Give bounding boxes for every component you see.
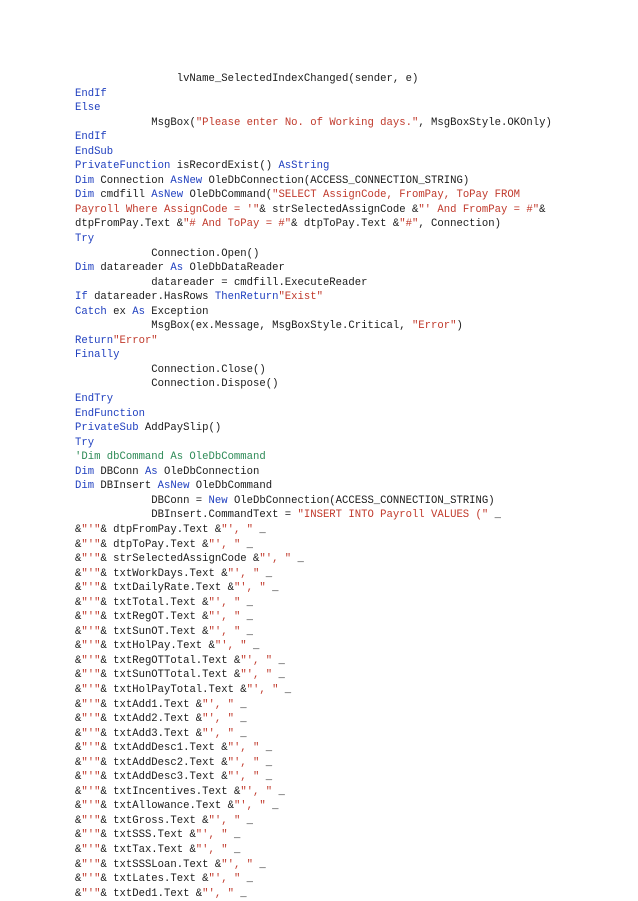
code-text: datareader = cmdfill.ExecuteReader xyxy=(151,276,368,289)
code-string: "'" xyxy=(81,727,101,740)
code-keyword: EndIf xyxy=(75,87,107,100)
code-keyword: Finally xyxy=(75,349,120,362)
code-string: "'" xyxy=(81,596,101,609)
code-line xyxy=(75,770,552,785)
code-line xyxy=(75,785,552,800)
code-text: & xyxy=(75,843,82,856)
code-text: _ xyxy=(265,582,279,595)
code-string: "'" xyxy=(81,523,101,536)
code-text: & txtRegOT.Text & xyxy=(100,611,209,624)
code-text: & txtAddDesc2.Text & xyxy=(100,756,228,769)
code-text: & xyxy=(75,887,82,900)
code-text: & xyxy=(75,858,82,871)
code-keyword: Dim xyxy=(75,174,95,187)
code-string: "'" xyxy=(81,843,101,856)
code-text: _ xyxy=(265,800,279,813)
code-string: "', " xyxy=(221,858,254,871)
code-text: & xyxy=(539,203,546,216)
code-line xyxy=(75,654,552,669)
code-string: "', " xyxy=(202,727,234,740)
code-text: & txtAdd3.Text & xyxy=(100,727,203,740)
code-line xyxy=(75,319,552,334)
code-line xyxy=(75,552,552,567)
code-keyword: As xyxy=(132,305,145,318)
code-text: & txtDailyRate.Text & xyxy=(100,582,234,595)
code-text: & xyxy=(75,771,82,784)
code-text: Connection.Close() xyxy=(151,363,266,376)
code-line xyxy=(75,203,552,218)
code-text: DBInsert xyxy=(94,480,158,493)
code-string: "'" xyxy=(81,800,101,813)
code-line xyxy=(75,450,552,465)
code-string: "INSERT INTO Payroll VALUES (" xyxy=(297,509,489,522)
code-text: & txtSunOTTotal.Text & xyxy=(100,669,241,682)
code-text: MsgBox( xyxy=(151,116,196,129)
code-line xyxy=(75,436,552,451)
code-string: "SELECT AssignCode, FromPay, ToPay FROM xyxy=(272,189,521,202)
code-text: datareader.HasRows xyxy=(87,291,215,304)
code-keyword: Dim xyxy=(75,480,95,493)
code-string: "', " xyxy=(214,640,247,653)
code-string: "'" xyxy=(81,669,101,682)
code-text: & strSelectedAssignCode & xyxy=(100,553,260,566)
code-text: , Connection) xyxy=(418,218,501,231)
code-text: OleDbConnection xyxy=(157,465,260,478)
code-text: & txtAllowance.Text & xyxy=(100,800,234,813)
code-line xyxy=(75,465,552,480)
code-text: & txtAdd2.Text & xyxy=(100,713,203,726)
code-string: "Error" xyxy=(411,320,457,333)
code-keyword: EndIf xyxy=(75,131,107,144)
code-string: "', " xyxy=(240,785,273,798)
code-keyword: Try xyxy=(75,436,95,449)
code-indent xyxy=(75,320,151,332)
code-text: OleDbConnection(ACCESS_CONNECTION_STRING) xyxy=(202,174,470,187)
code-text: & xyxy=(75,727,82,740)
code-string: "', " xyxy=(202,887,234,900)
code-text: ) xyxy=(456,320,463,333)
code-keyword: If xyxy=(75,291,88,304)
code-line xyxy=(75,639,552,654)
code-text: Exception xyxy=(144,305,209,318)
code-text: & strSelectedAssignCode & xyxy=(259,203,419,216)
code-line xyxy=(75,858,552,873)
code-keyword: EndFunction xyxy=(75,407,145,420)
code-text: _ xyxy=(291,553,304,566)
code-indent xyxy=(75,495,151,507)
code-text: & txtAddDesc3.Text & xyxy=(100,771,228,784)
code-text: & xyxy=(75,523,82,536)
code-string: "'" xyxy=(81,611,101,624)
code-text: & txtSSS.Text & xyxy=(100,829,196,842)
code-keyword: As xyxy=(170,262,184,275)
code-keyword: As xyxy=(144,465,158,478)
code-string: "'" xyxy=(81,698,101,711)
code-text: MsgBox(ex.Message, MsgBoxStyle.Critical, xyxy=(151,320,412,333)
code-string: "', " xyxy=(240,669,273,682)
code-text: DBConn xyxy=(94,465,145,478)
code-text: & dtpFromPay.Text & xyxy=(100,523,222,536)
code-string: "' And FromPay = #" xyxy=(418,203,540,216)
code-text: & txtTax.Text & xyxy=(100,843,196,856)
code-text: & xyxy=(75,713,82,726)
code-string: "', " xyxy=(195,843,228,856)
code-text: & txtHolPayTotal.Text & xyxy=(100,683,247,696)
code-text: ex xyxy=(106,305,133,318)
code-line xyxy=(75,494,552,509)
code-line xyxy=(75,799,552,814)
code-text: & xyxy=(75,683,82,696)
code-text: DBConn = xyxy=(151,494,209,507)
code-keyword: PrivateFunction xyxy=(75,160,171,173)
code-text: _ xyxy=(272,654,285,667)
code-line xyxy=(75,523,552,538)
code-line xyxy=(75,479,552,494)
code-text: _ xyxy=(233,698,247,711)
code-keyword: Dim xyxy=(75,189,95,202)
code-indent xyxy=(75,364,151,376)
code-text: & txtAdd1.Text & xyxy=(100,698,203,711)
code-string: "', " xyxy=(233,800,266,813)
code-line xyxy=(75,843,552,858)
code-text: _ xyxy=(246,640,260,653)
code-line xyxy=(75,232,552,247)
code-string: "'" xyxy=(81,713,101,726)
code-text: & txtAddDesc1.Text & xyxy=(100,742,228,755)
code-keyword: AsNew xyxy=(157,480,190,493)
code-text: Connection.Dispose() xyxy=(151,378,279,391)
code-text: & xyxy=(75,756,82,769)
code-text: _ xyxy=(259,756,273,769)
code-string: "Exist" xyxy=(278,291,323,304)
code-string: "'" xyxy=(81,742,101,755)
code-text: , MsgBoxStyle.OKOnly) xyxy=(418,116,552,129)
code-line xyxy=(75,392,552,407)
code-keyword: New xyxy=(208,494,228,507)
code-keyword: Return xyxy=(75,334,114,347)
code-line xyxy=(75,712,552,727)
code-line xyxy=(75,334,552,349)
code-string: "', " xyxy=(208,814,241,827)
code-text: _ xyxy=(227,829,241,842)
code-text: OleDbCommand xyxy=(189,480,273,493)
code-string: "'" xyxy=(81,553,101,566)
code-text: OleDbCommand( xyxy=(183,189,273,202)
code-indent xyxy=(75,378,151,390)
code-line xyxy=(75,508,552,523)
code-text: & txtHolPay.Text & xyxy=(100,640,215,653)
code-line xyxy=(75,538,552,553)
code-text: & txtIncentives.Text & xyxy=(100,785,241,798)
code-comment: 'Dim dbCommand As OleDbCommand xyxy=(75,451,266,464)
code-line xyxy=(75,581,552,596)
code-text: & txtGross.Text & xyxy=(100,814,209,827)
code-text: & xyxy=(75,814,82,827)
code-text: _ xyxy=(240,625,254,638)
code-line xyxy=(75,741,552,756)
code-text: & xyxy=(75,785,82,798)
code-text: cmdfill xyxy=(94,189,152,202)
code-text: DBInsert.CommandText = xyxy=(151,509,298,522)
code-keyword: Catch xyxy=(75,305,107,318)
code-string: "', " xyxy=(208,596,241,609)
code-text: lvName_SelectedIndexChanged(sender, e) xyxy=(176,73,419,85)
code-keyword: AsNew xyxy=(151,189,184,202)
code-string: "'" xyxy=(81,654,101,667)
code-text: _ xyxy=(240,814,254,827)
code-keyword: PrivateSub xyxy=(75,422,139,435)
code-text: & txtLates.Text & xyxy=(100,873,209,886)
code-string: "'" xyxy=(81,625,101,638)
code-text: _ xyxy=(233,727,247,740)
code-line xyxy=(75,610,552,625)
code-line xyxy=(75,261,552,276)
code-string: "', " xyxy=(208,538,241,551)
code-string: "'" xyxy=(81,858,101,871)
code-line xyxy=(75,130,552,145)
code-text: & dtpToPay.Text & xyxy=(291,218,400,231)
code-text: _ xyxy=(240,611,254,624)
code-keyword: Dim xyxy=(75,262,95,275)
code-text: Connection xyxy=(94,174,171,187)
code-text: & dtpToPay.Text & xyxy=(100,538,209,551)
code-text: datareader xyxy=(94,262,171,275)
code-line xyxy=(75,87,552,102)
code-string: "'" xyxy=(81,887,101,900)
code-line xyxy=(75,814,552,829)
code-line xyxy=(75,596,552,611)
code-line xyxy=(75,377,552,392)
code-line xyxy=(75,668,552,683)
code-indent xyxy=(75,277,151,289)
code-line xyxy=(75,305,552,320)
code-line xyxy=(75,887,552,901)
code-string: "'" xyxy=(81,771,101,784)
code-text: _ xyxy=(233,887,247,900)
code-keyword: Else xyxy=(75,102,101,115)
code-line xyxy=(75,348,552,363)
code-string: "#" xyxy=(399,218,419,231)
code-string: "', " xyxy=(208,625,241,638)
code-text: OleDbDataReader xyxy=(183,262,285,275)
code-line xyxy=(75,72,552,87)
code-string: Payroll Where AssignCode = '" xyxy=(75,203,260,216)
code-keyword: Dim xyxy=(75,465,95,478)
code-keyword: AsString xyxy=(278,160,330,173)
code-string: "Error" xyxy=(113,334,158,347)
code-string: "', " xyxy=(195,829,228,842)
code-string: "Please enter No. of Working days." xyxy=(195,116,419,129)
code-text: & xyxy=(75,654,82,667)
code-line xyxy=(75,683,552,698)
code-string: "'" xyxy=(81,582,101,595)
code-text: _ xyxy=(272,669,285,682)
code-line xyxy=(75,116,552,131)
code-text: _ xyxy=(259,742,273,755)
code-text: & xyxy=(75,800,82,813)
code-line xyxy=(75,145,552,160)
code-string: "'" xyxy=(81,814,101,827)
code-string: "', " xyxy=(227,771,260,784)
code-line xyxy=(75,174,552,189)
code-line xyxy=(75,101,552,116)
code-text: & txtSSSLoan.Text & xyxy=(100,858,222,871)
code-string: "', " xyxy=(227,742,260,755)
code-text: & xyxy=(75,553,82,566)
code-line xyxy=(75,407,552,422)
code-keyword: ThenReturn xyxy=(214,291,279,304)
code-text: _ xyxy=(272,785,285,798)
code-string: "'" xyxy=(81,829,101,842)
code-string: "', " xyxy=(208,611,241,624)
code-text: _ xyxy=(233,713,247,726)
code-string: "', " xyxy=(221,523,254,536)
code-text: & xyxy=(75,698,82,711)
code-line xyxy=(75,159,552,174)
code-text: & xyxy=(75,611,82,624)
code-line xyxy=(75,828,552,843)
code-text: & xyxy=(75,538,82,551)
code-text: isRecordExist() xyxy=(170,160,279,173)
code-string: "', " xyxy=(227,756,260,769)
code-text: & xyxy=(75,640,82,653)
code-line xyxy=(75,698,552,713)
code-text: _ xyxy=(259,567,273,580)
code-string: "'" xyxy=(81,567,101,580)
code-string: "'" xyxy=(81,538,101,551)
code-text: _ xyxy=(488,509,501,522)
code-line xyxy=(75,290,552,305)
code-keyword: Try xyxy=(75,233,95,246)
code-text: & xyxy=(75,669,82,682)
code-text: & txtDed1.Text & xyxy=(100,887,203,900)
code-listing xyxy=(75,72,552,901)
code-text: OleDbConnection(ACCESS_CONNECTION_STRING) xyxy=(227,494,495,507)
code-string: "'" xyxy=(81,756,101,769)
code-text: _ xyxy=(259,771,273,784)
code-string: "', " xyxy=(246,683,279,696)
code-line xyxy=(75,276,552,291)
code-string: "# And ToPay = #" xyxy=(183,218,292,231)
code-text: & txtSunOT.Text & xyxy=(100,625,209,638)
code-keyword: EndSub xyxy=(75,145,114,158)
code-line xyxy=(75,247,552,262)
code-line xyxy=(75,872,552,887)
code-text: _ xyxy=(253,523,266,536)
code-indent xyxy=(75,248,151,260)
code-text: & xyxy=(75,596,82,609)
code-string: "', " xyxy=(208,873,241,886)
code-text: Connection.Open() xyxy=(151,247,260,260)
code-string: "', " xyxy=(227,567,260,580)
code-text: & xyxy=(75,742,82,755)
code-string: "', " xyxy=(259,553,292,566)
code-text: & xyxy=(75,829,82,842)
code-string: "'" xyxy=(81,785,101,798)
code-string: "'" xyxy=(81,640,101,653)
code-string: "', " xyxy=(202,713,234,726)
code-string: "'" xyxy=(81,873,101,886)
code-line xyxy=(75,217,552,232)
code-text: dtpFromPay.Text & xyxy=(75,218,184,231)
code-line xyxy=(75,567,552,582)
code-line xyxy=(75,625,552,640)
code-text: _ xyxy=(240,596,254,609)
code-indent xyxy=(75,73,177,85)
code-indent xyxy=(75,117,151,129)
code-text: _ xyxy=(227,843,241,856)
code-text: _ xyxy=(240,873,254,886)
code-line xyxy=(75,363,552,378)
code-text: & txtTotal.Text & xyxy=(100,596,209,609)
code-text: & xyxy=(75,582,82,595)
code-text: & xyxy=(75,873,82,886)
code-text: _ xyxy=(253,858,266,871)
code-indent xyxy=(75,509,151,521)
code-line xyxy=(75,421,552,436)
code-text: _ xyxy=(278,683,292,696)
code-keyword: EndTry xyxy=(75,393,114,406)
code-string: "', " xyxy=(202,698,234,711)
code-text: & txtWorkDays.Text & xyxy=(100,567,228,580)
code-text: & xyxy=(75,567,82,580)
code-text: & xyxy=(75,625,82,638)
code-line xyxy=(75,188,552,203)
code-line xyxy=(75,727,552,742)
code-string: "', " xyxy=(233,582,266,595)
code-text: _ xyxy=(240,538,254,551)
code-text: & txtRegOTTotal.Text & xyxy=(100,654,241,667)
code-string: "', " xyxy=(240,654,273,667)
code-text: AddPaySlip() xyxy=(138,422,222,435)
code-line xyxy=(75,756,552,771)
code-string: "'" xyxy=(81,683,101,696)
code-keyword: AsNew xyxy=(170,174,203,187)
